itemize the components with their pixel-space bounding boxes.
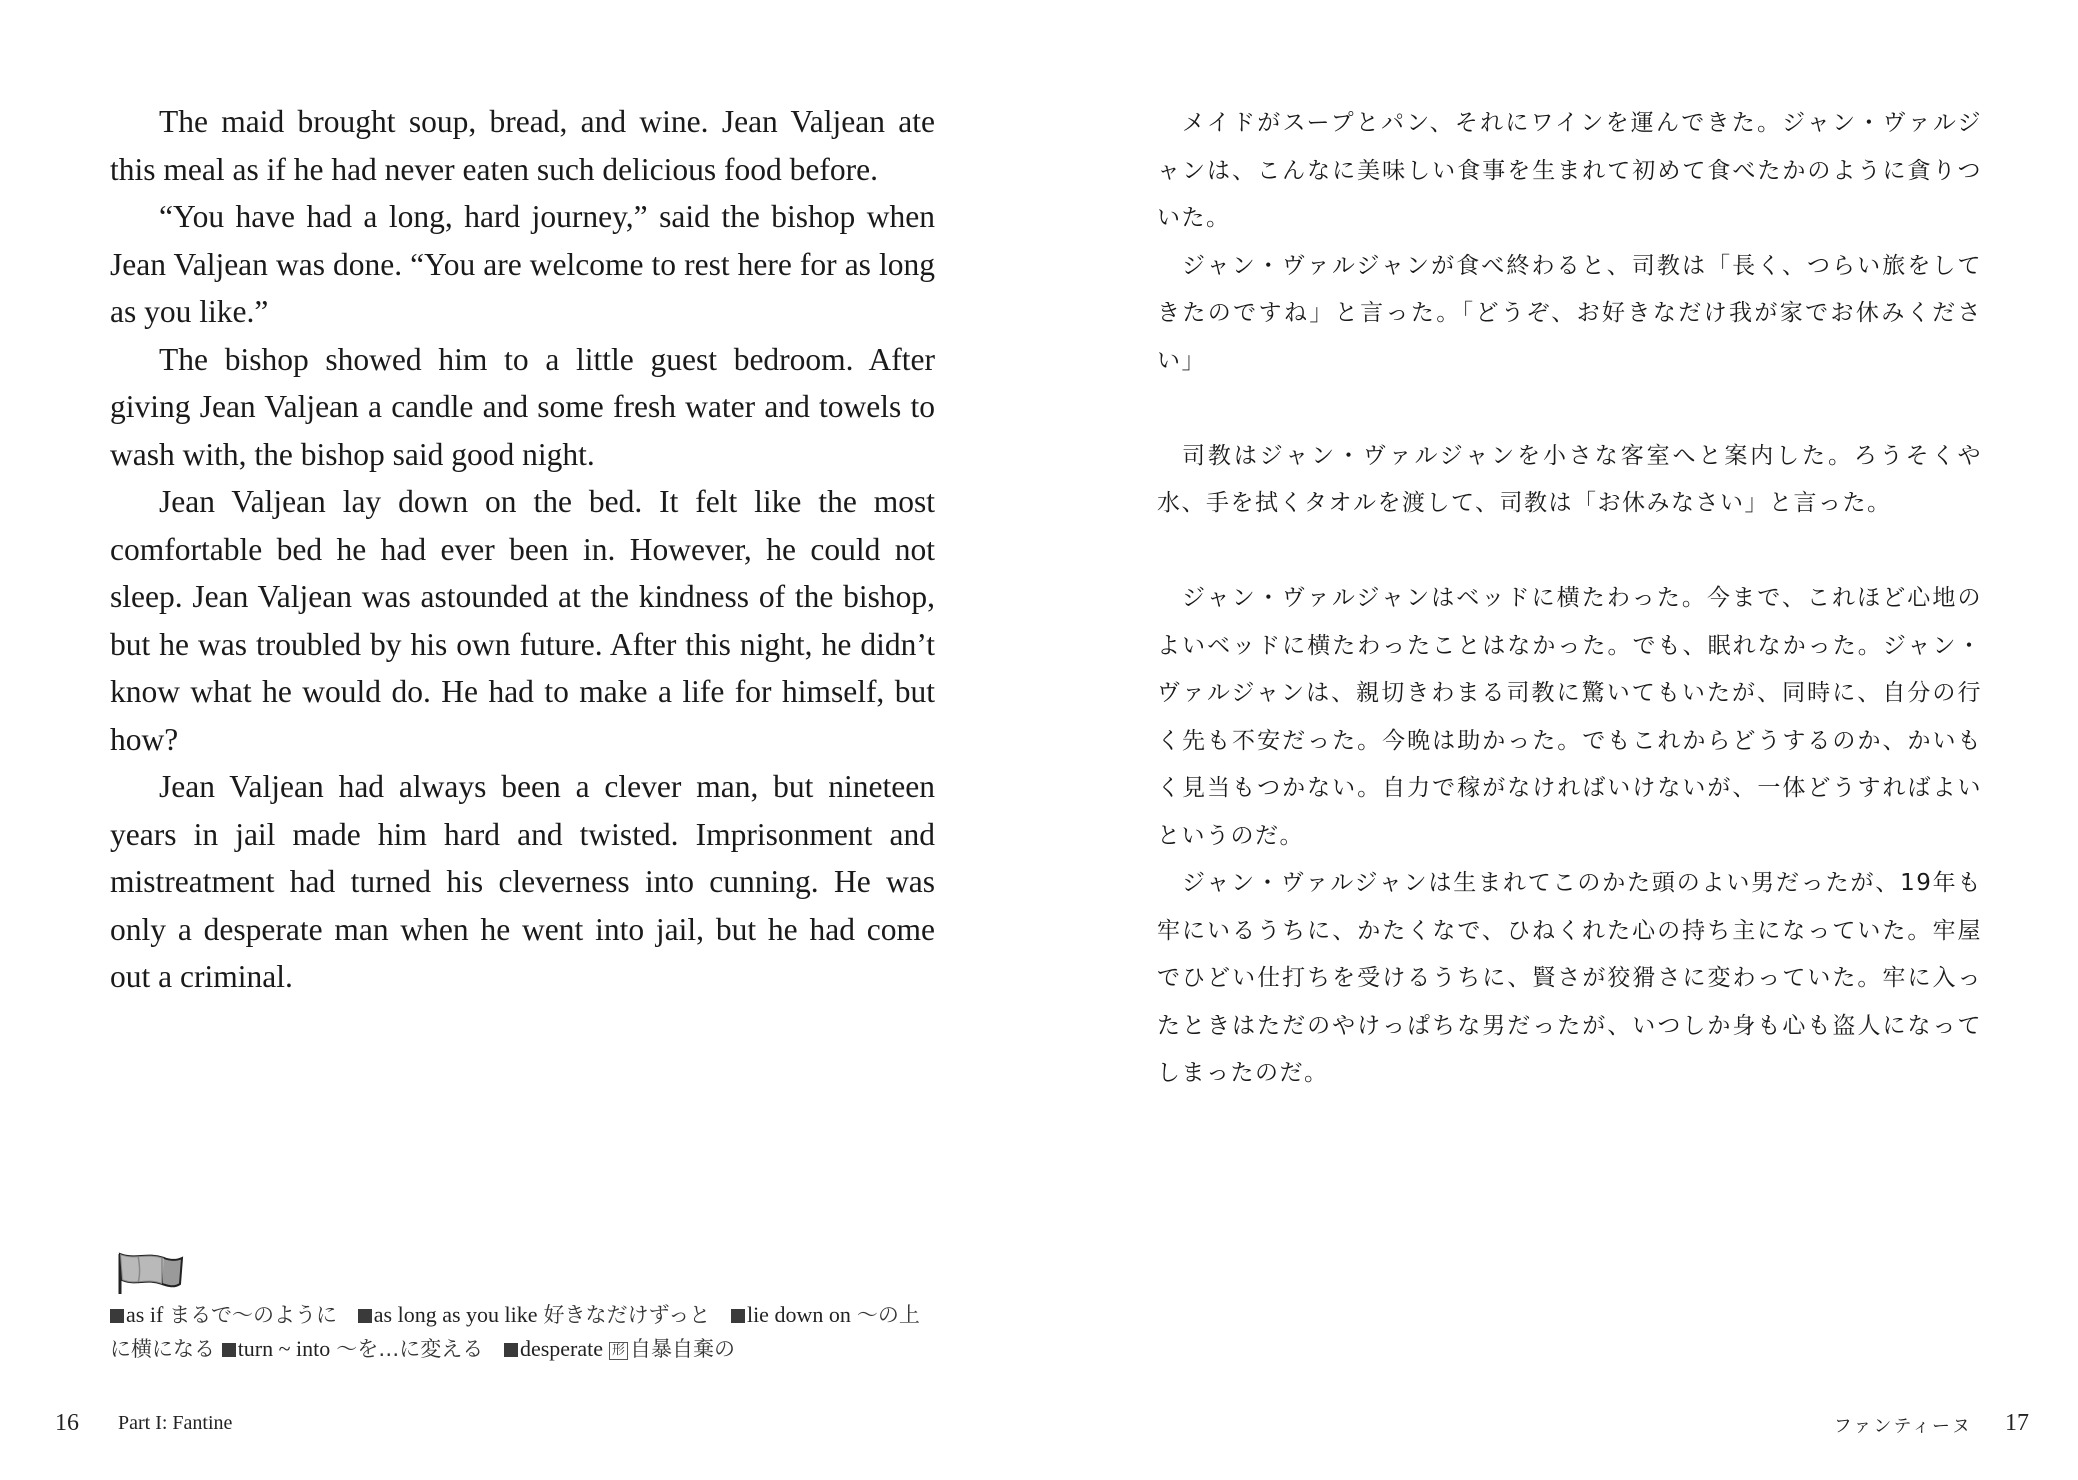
flag-icon [116, 1250, 184, 1296]
glossary-term: as if [126, 1302, 164, 1327]
glossary-meaning: ～を…に変える [336, 1337, 484, 1361]
en-paragraph: Jean Valjean had always been a clever man, but nineteen years in jail made him hard and twisted. Imprisonment and mistreatment had turned his cleverness into cunning. He was only a desperate man when he went into jail, but he had come out a criminal. [110, 769, 935, 994]
glossary-item [358, 1303, 711, 1327]
running-head: ファンティーヌ [1833, 1416, 1972, 1437]
glossary-meaning: 好きなだけずっと [543, 1303, 711, 1327]
en-paragraph: The maid brought soup, bread, and wine. Jean Valjean ate this meal as if he had never eaten such delicious food before. [110, 104, 935, 187]
page-number: 17 [2005, 1410, 2029, 1436]
glossary-meaning: ～の上に横になる [110, 1303, 920, 1361]
en-paragraph: Jean Valjean lay down on the bed. It felt like the most comfortable bed he had ever been in. However, he could not sleep. Jean Valjean was astounded at the kindness of the bishop, but he was troubled by his own future. After this night, he didn’t know what he would do. He had to make a life for himself, but how? [110, 484, 935, 757]
bullet-square-icon [504, 1343, 518, 1357]
glossary-term: lie down on [746, 1302, 851, 1327]
adjective-badge: 形 [609, 1342, 628, 1360]
glossary-term: as long as you like [373, 1302, 538, 1327]
jp-paragraph: ジャン・ヴァルジャンが食べ終わると、司教は「長く、つらい旅をしてきたのですね」と言った。「どうぞ、お好きなだけ我が家でお休みください」 [1157, 252, 1982, 374]
glossary-item [504, 1337, 735, 1361]
glossary-item [222, 1337, 484, 1361]
jp-paragraph: 司教はジャン・ヴァルジャンを小さな客室へと案内した。ろうそくや水、手を拭くタオルを渡して、司教は「お休みなさい」と言った。 [1157, 442, 1982, 516]
bullet-square-icon [222, 1343, 236, 1357]
japanese-text [1157, 100, 1982, 1098]
en-paragraph: The bishop showed him to a little guest bedroom. After giving Jean Valjean a candle and some fresh water and towels to wash with, the bishop said good night. [110, 341, 935, 472]
jp-paragraph: ジャン・ヴァルジャンはベッドに横たわった。今まで、これほど心地のよいベッドに横たわったことはなかった。でも、眠れなかった。ジャン・ヴァルジャンは、親切きわまる司教に驚いてもいたが、同時に、自分の行く先も不安だった。今晩は助かった。でもこれからどうするのか、かいもく見当もつかない。自力で稼がなければいけないが、一体どうすればよいというのだ。 [1157, 585, 1982, 849]
glossary-item [110, 1303, 337, 1327]
glossary-meaning: 自暴自棄の [630, 1337, 736, 1361]
glossary-meaning: まるで～のように [169, 1303, 338, 1327]
page-number: 16 [55, 1410, 79, 1436]
glossary [110, 1298, 940, 1366]
en-paragraph: “You have had a long, hard journey,” said the bishop when Jean Valjean was done. “You are welcome to rest here for as long as you like.” [110, 199, 935, 329]
bullet-square-icon [731, 1309, 745, 1323]
english-text [110, 98, 935, 1001]
jp-paragraph: メイドがスープとパン、それにワインを運んできた。ジャン・ヴァルジャンは、こんなに美味しい食事を生まれて初めて食べたかのように貪りついた。 [1157, 110, 1982, 231]
running-head: Part I: Fantine [118, 1412, 233, 1434]
bullet-square-icon [358, 1309, 372, 1323]
jp-paragraph: ジャン・ヴァルジャンは生まれてこのかた頭のよい男だったが、19年も牢にいるうちに、かたくなで、ひねくれた心の持ち主になっていた。牢屋でひどい仕打ちを受けるうちに、賢さが狡猾さに変わっていた。牢に入ったときはただのやけっぱちな男だったが、いつしか身も心も盗人になってしまったのだ。 [1157, 870, 1982, 1086]
glossary-term: desperate [519, 1336, 604, 1361]
glossary-term: turn ~ into [237, 1336, 331, 1361]
bullet-square-icon [110, 1309, 124, 1323]
right-page [1039, 0, 2078, 1480]
